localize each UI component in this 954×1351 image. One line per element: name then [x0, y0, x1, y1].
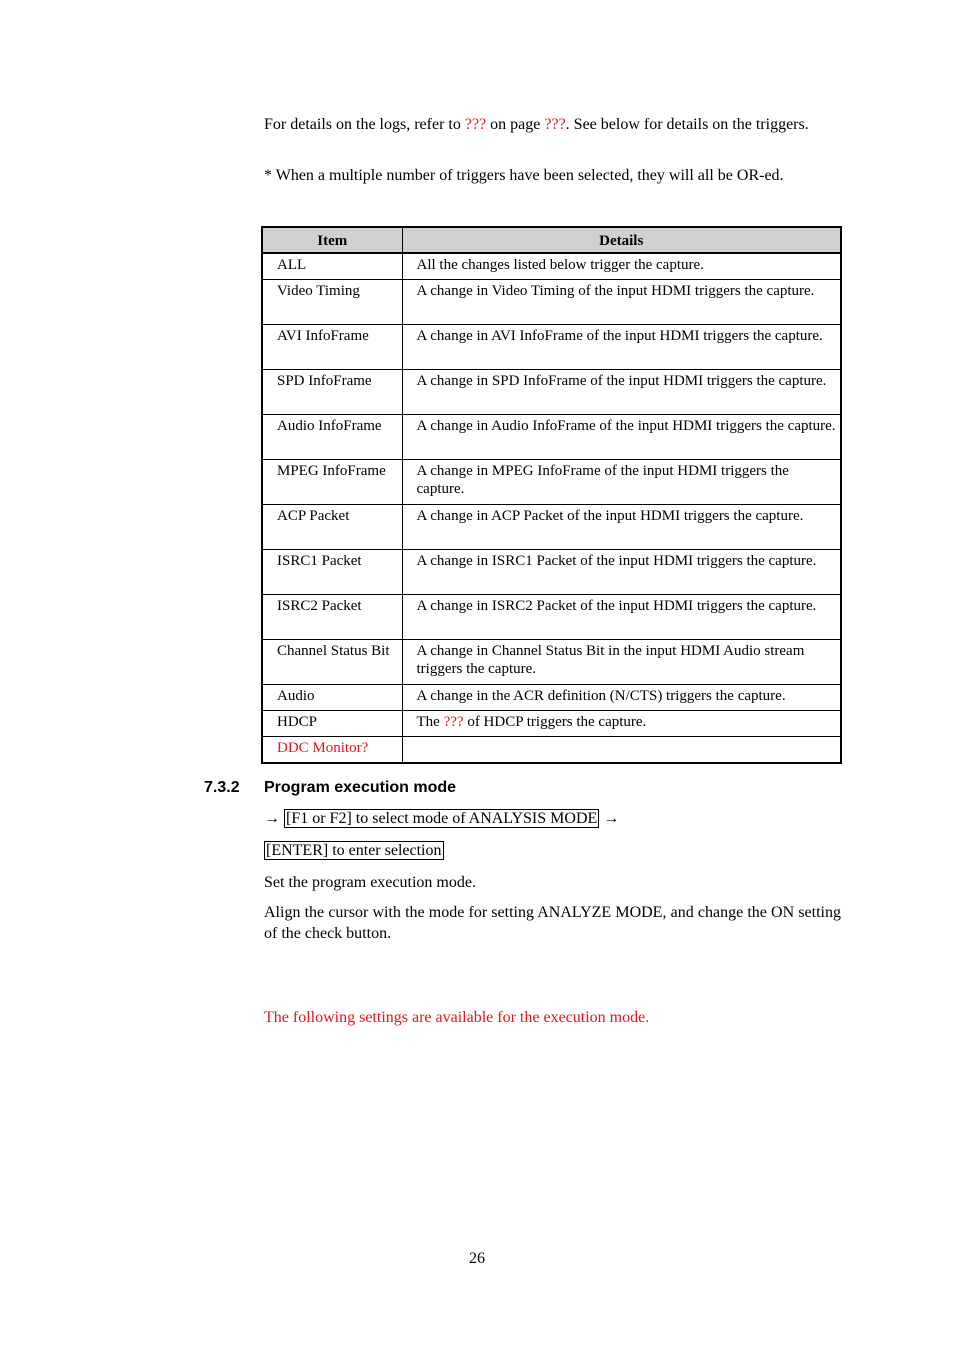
table-row — [262, 253, 841, 280]
details-cell — [402, 737, 841, 764]
table-row — [262, 550, 841, 595]
table-row-ddc — [262, 737, 841, 764]
column-header-details: Details — [402, 227, 841, 253]
page-number: 26 — [469, 1250, 485, 1267]
settings-note: The following settings are available for the execution mode. — [264, 1009, 650, 1026]
table-row — [262, 415, 841, 460]
or-note: * When a multiple number of triggers have been selected, they will all be OR-ed. — [264, 167, 784, 184]
item-cell: ISRC1 Packet — [262, 550, 402, 595]
table-row — [262, 685, 841, 711]
item-cell: HDCP — [262, 711, 402, 737]
broken-ref-link[interactable]: ??? — [464, 116, 487, 133]
section-heading — [204, 778, 456, 798]
item-cell: Channel Status Bit — [262, 640, 402, 685]
column-header-item: Item — [262, 227, 402, 253]
details-text: The — [416, 714, 444, 730]
details-text: of HDCP triggers the capture. — [463, 714, 647, 730]
details-cell: A change in ISRC1 Packet of the input HDMI triggers the capture. — [402, 550, 841, 595]
intro-text: For details on the logs, refer to — [264, 116, 465, 133]
details-cell: A change in SPD InfoFrame of the input HDMI triggers the capture. — [402, 370, 841, 415]
table-row-hdcp — [262, 711, 841, 737]
key-sequence-line-1 — [264, 808, 841, 829]
key-sequence-line-2 — [264, 840, 841, 861]
details-cell: A change in the ACR definition (N/CTS) triggers the capture. — [402, 685, 841, 711]
item-cell: AVI InfoFrame — [262, 325, 402, 370]
item-cell: SPD InfoFrame — [262, 370, 402, 415]
trigger-table — [261, 226, 842, 764]
details-cell: A change in AVI InfoFrame of the input HDMI triggers the capture. — [402, 325, 841, 370]
table-row — [262, 640, 841, 685]
item-cell: ACP Packet — [262, 505, 402, 550]
item-cell: Video Timing — [262, 280, 402, 325]
intro-text: . See below for details on the triggers. — [565, 116, 809, 133]
table-row — [262, 460, 841, 505]
details-cell: A change in Video Timing of the input HDMI triggers the capture. — [402, 280, 841, 325]
intro-text: on page — [486, 116, 545, 133]
table-row — [262, 370, 841, 415]
details-cell: A change in Audio InfoFrame of the input HDMI triggers the capture. — [402, 415, 841, 460]
item-cell: ALL — [262, 253, 402, 280]
arrow-icon: → — [264, 810, 280, 827]
cursor-paragraph: Align the cursor with the mode for setting ANALYZE MODE, and change the ON setting of the check button. — [264, 904, 841, 942]
arrow-icon: → — [603, 810, 620, 827]
broken-page-ref-link[interactable]: ??? — [544, 116, 566, 133]
broken-ref-link[interactable]: ??? — [443, 714, 464, 730]
table-row — [262, 505, 841, 550]
intro-paragraph — [264, 114, 841, 135]
details-cell — [402, 711, 841, 737]
section-number: 7.3.2 — [204, 779, 240, 796]
key-enter-selection: [ENTER] to enter selection — [266, 842, 442, 859]
details-cell: A change in Channel Status Bit in the input HDMI Audio stream triggers the capture. — [402, 640, 841, 685]
item-cell: Audio InfoFrame — [262, 415, 402, 460]
table-row — [262, 325, 841, 370]
item-cell: Audio — [262, 685, 402, 711]
key-select-mode: [F1 or F2] to select mode of ANALYSIS MODE — [286, 810, 598, 827]
table-row — [262, 280, 841, 325]
item-cell: ISRC2 Packet — [262, 595, 402, 640]
item-cell: MPEG InfoFrame — [262, 460, 402, 505]
item-cell: DDC Monitor? — [262, 737, 402, 764]
details-cell: A change in ISRC2 Packet of the input HDMI triggers the capture. — [402, 595, 841, 640]
details-cell: A change in ACP Packet of the input HDMI triggers the capture. — [402, 505, 841, 550]
mode-paragraph: Set the program execution mode. — [264, 874, 476, 891]
details-cell: A change in MPEG InfoFrame of the input HDMI triggers the capture. — [402, 460, 841, 505]
details-cell: All the changes listed below trigger the capture. — [402, 253, 841, 280]
table-row — [262, 595, 841, 640]
section-title: Program execution mode — [264, 779, 457, 796]
